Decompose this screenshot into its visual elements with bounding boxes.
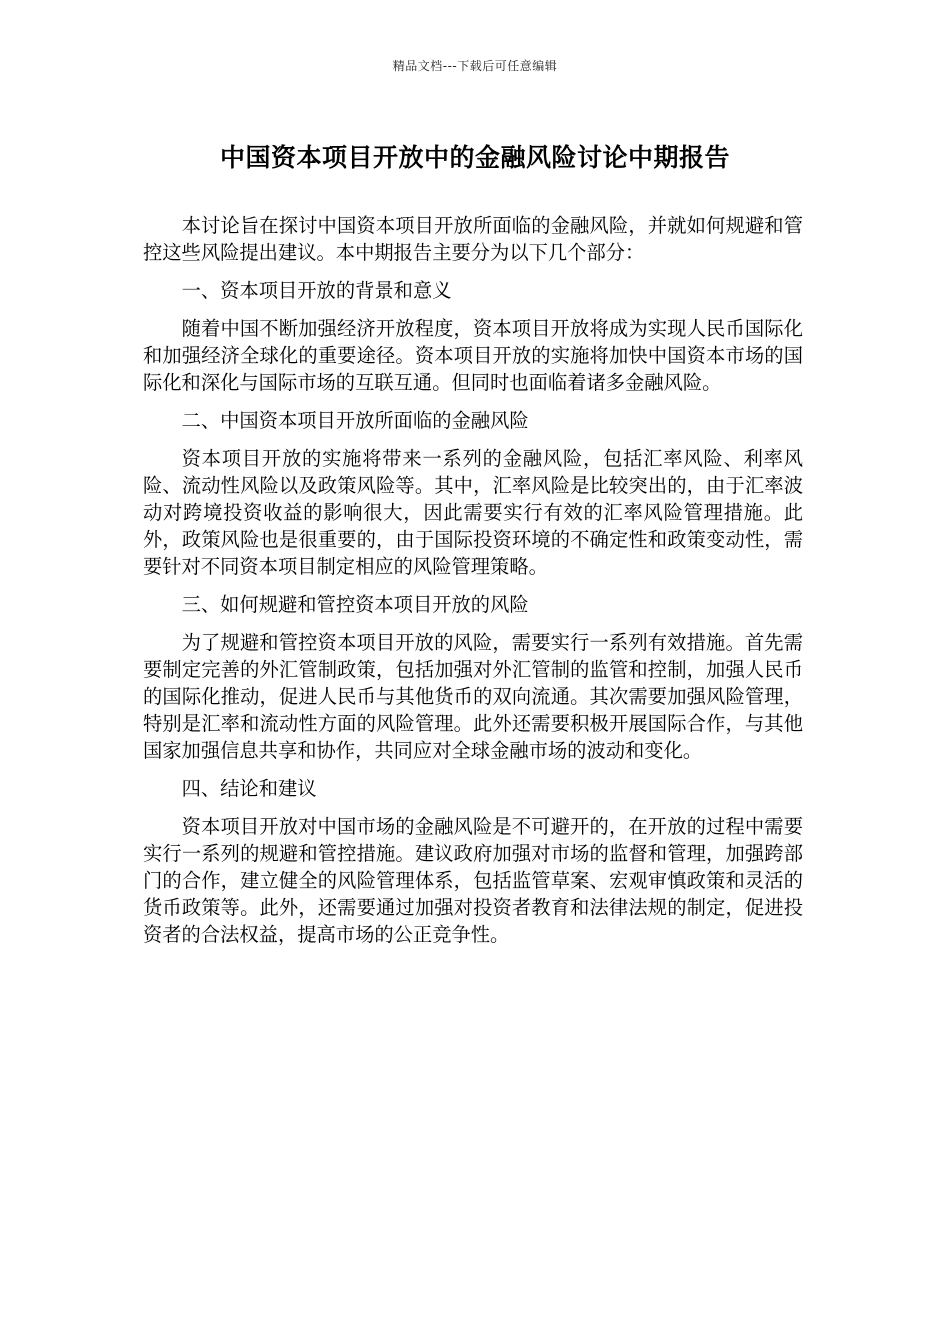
intro-paragraph: 本讨论旨在探讨中国资本项目开放所面临的金融风险，并就如何规避和管控这些风险提出建议。本中期报告主要分为以下几个部分： (143, 214, 803, 264)
section-paragraph-1: 随着中国不断加强经济开放程度，资本项目开放将成为实现人民币国际化和加强经济全球化的重要途径。资本项目开放的实施将加快中国资本市场的国际化和深化与国际市场的互联互通。但同时也面临着诸多金融风险。 (143, 317, 803, 394)
section-paragraph-2: 资本项目开放的实施将带来一系列的金融风险，包括汇率风险、利率风险、流动性风险以及政策风险等。其中，汇率风险是比较突出的，由于汇率波动对跨境投资收益的影响很大，因此需要实行有效的汇率风险管理措施。此外，政策风险也是很重要的，由于国际投资环境的不确定性和政策变动性，需要针对不同资本项目制定相应的风险管理策略。 (143, 447, 803, 578)
section-heading-4: 四、结论和建议 (181, 777, 317, 800)
section-paragraph-4: 资本项目开放对中国市场的金融风险是不可避开的，在开放的过程中需要实行一系列的规避和管控措施。建议政府加强对市场的监督和管理，加强跨部门的合作，建立健全的风险管理体系，包括监管草案、宏观审慎政策和灵活的货币政策等。此外，还需要通过加强对投资者教育和法律法规的制定，促进投资者的合法权益，提高市场的公正竞争性。 (143, 815, 803, 946)
header-note: 精品文档---下载后可任意编辑 (392, 59, 558, 73)
section-heading-2: 二、中国资本项目开放所面临的金融风险 (181, 409, 529, 432)
document-title: 中国资本项目开放中的金融风险讨论中期报告 (219, 143, 730, 172)
section-heading-1: 一、资本项目开放的背景和意义 (181, 279, 452, 302)
section-heading-3: 三、如何规避和管控资本项目开放的风险 (181, 593, 529, 616)
document-body (143, 212, 803, 959)
section-paragraph-3: 为了规避和管控资本项目开放的风险，需要实行一系列有效措施。首先需要制定完善的外汇管制政策，包括加强对外汇管制的监管和控制，加强人民币的国际化推动，促进人民币与其他货币的双向流通。其次需要加强风险管理，特别是汇率和流动性方面的风险管理。此外还需要积极开展国际合作，与其他国家加强信息共享和协作，共同应对全球金融市场的波动和变化。 (143, 631, 803, 762)
